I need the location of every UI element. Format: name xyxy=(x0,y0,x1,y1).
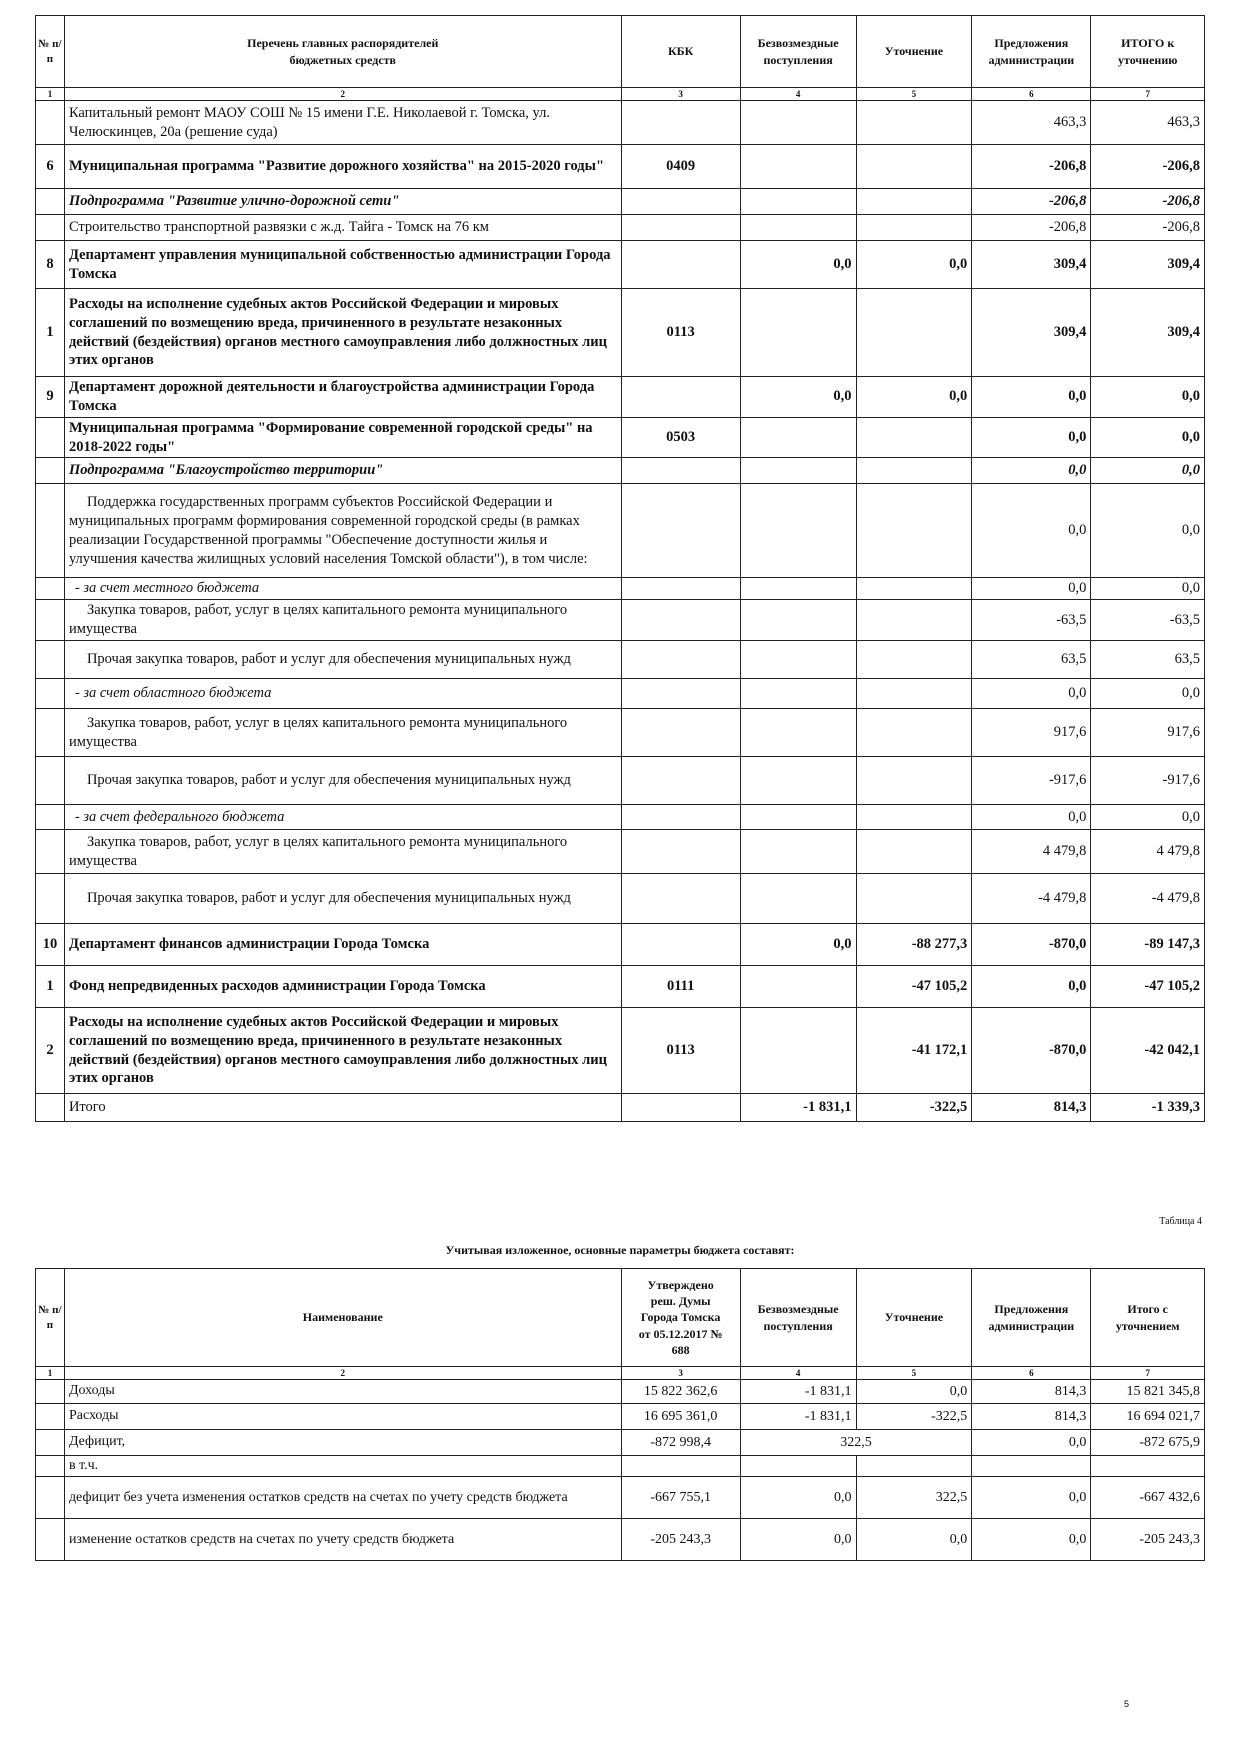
row-proposals: 814,3 xyxy=(972,1380,1091,1404)
row-kbk: 0409 xyxy=(621,145,740,189)
row-proposals: -870,0 xyxy=(972,924,1091,966)
table-row xyxy=(36,966,1205,1008)
table-row xyxy=(36,1477,1205,1519)
header-kbk: КБК xyxy=(621,16,740,88)
row-gratuitous-clarification-merged: 322,5 xyxy=(740,1430,972,1456)
row-kbk xyxy=(621,874,740,924)
row-gratuitous xyxy=(740,458,856,484)
column-index-row xyxy=(36,88,1205,101)
row-name: Строительство транспортной развязки с ж.д. Тайга - Томск на 76 км xyxy=(64,215,621,241)
row-number xyxy=(36,578,65,600)
table-body xyxy=(36,1380,1205,1561)
row-proposals: 0,0 xyxy=(972,966,1091,1008)
row-kbk xyxy=(621,924,740,966)
row-total: 309,4 xyxy=(1091,289,1205,377)
row-proposals: -206,8 xyxy=(972,189,1091,215)
row-gratuitous: 0,0 xyxy=(740,377,856,418)
row-clarification xyxy=(856,757,972,805)
row-gratuitous xyxy=(740,145,856,189)
row-approved: 16 695 361,0 xyxy=(621,1404,740,1430)
row-proposals: 0,0 xyxy=(972,377,1091,418)
table-row xyxy=(36,241,1205,289)
table-caption: Таблица 4 xyxy=(1159,1216,1202,1227)
row-name: Поддержка государственных программ субъектов Российской Федерации и муниципальных программ формирования современной городской среды (в рамках реализации Государственной программы "Обеспечение доступности жилья и улучшения качества жилищных условий населения Томской области"), в том числе: xyxy=(64,484,621,578)
header-total: Итого с уточнением xyxy=(1091,1269,1205,1367)
header-name: Перечень главных распорядителей бюджетных средств xyxy=(64,16,621,88)
row-clarification xyxy=(856,874,972,924)
row-clarification: -322,5 xyxy=(856,1094,972,1122)
row-clarification: 0,0 xyxy=(856,1519,972,1561)
row-number xyxy=(36,417,65,458)
header-name: Наименование xyxy=(64,1269,621,1367)
row-name: изменение остатков средств на счетах по учету средств бюджета xyxy=(64,1519,621,1561)
row-total: 63,5 xyxy=(1091,641,1205,679)
header-proposals: Предложения администрации xyxy=(972,16,1091,88)
table-header-row xyxy=(36,16,1205,88)
row-number: 9 xyxy=(36,377,65,418)
row-proposals: 0,0 xyxy=(972,805,1091,830)
table-row xyxy=(36,417,1205,458)
row-name: Расходы на исполнение судебных актов Российской Федерации и мировых соглашений по возмещению вреда, причиненного в результате незаконных действий (бездействия) органов местного самоуправления либо должностных лиц этих органов xyxy=(64,1008,621,1094)
row-clarification xyxy=(856,417,972,458)
row-name: Департамент дорожной деятельности и благоустройства администрации Города Томска xyxy=(64,377,621,418)
row-approved: 15 822 362,6 xyxy=(621,1380,740,1404)
row-number xyxy=(36,215,65,241)
row-kbk xyxy=(621,578,740,600)
row-total: 16 694 021,7 xyxy=(1091,1404,1205,1430)
row-gratuitous xyxy=(740,966,856,1008)
row-clarification xyxy=(856,458,972,484)
col-index: 7 xyxy=(1091,88,1205,101)
row-total: -1 339,3 xyxy=(1091,1094,1205,1122)
row-kbk xyxy=(621,830,740,874)
row-gratuitous: 0,0 xyxy=(740,924,856,966)
row-proposals: 0,0 xyxy=(972,417,1091,458)
row-total: -206,8 xyxy=(1091,145,1205,189)
row-kbk xyxy=(621,805,740,830)
row-kbk xyxy=(621,189,740,215)
row-gratuitous: -1 831,1 xyxy=(740,1380,856,1404)
table-row xyxy=(36,215,1205,241)
row-gratuitous xyxy=(740,709,856,757)
row-kbk xyxy=(621,101,740,145)
row-kbk xyxy=(621,600,740,641)
row-clarification xyxy=(856,215,972,241)
row-gratuitous: 0,0 xyxy=(740,1477,856,1519)
row-proposals: 0,0 xyxy=(972,1430,1091,1456)
row-gratuitous xyxy=(740,874,856,924)
row-number xyxy=(36,1430,65,1456)
row-total: 309,4 xyxy=(1091,241,1205,289)
table-body xyxy=(36,101,1205,1122)
page-number: 5 xyxy=(1124,1699,1130,1709)
row-gratuitous xyxy=(740,600,856,641)
col-index: 4 xyxy=(740,1367,856,1380)
row-approved xyxy=(621,1456,740,1477)
row-gratuitous xyxy=(740,289,856,377)
row-clarification: 0,0 xyxy=(856,241,972,289)
row-gratuitous: 0,0 xyxy=(740,1519,856,1561)
col-index: 4 xyxy=(740,88,856,101)
row-total: 0,0 xyxy=(1091,578,1205,600)
row-name: Департамент финансов администрации Города Томска xyxy=(64,924,621,966)
row-name: дефицит без учета изменения остатков средств на счетах по учету средств бюджета xyxy=(64,1477,621,1519)
row-number xyxy=(36,679,65,709)
row-kbk: 0111 xyxy=(621,966,740,1008)
row-total: -89 147,3 xyxy=(1091,924,1205,966)
table-row xyxy=(36,289,1205,377)
table-row xyxy=(36,189,1205,215)
row-kbk xyxy=(621,1094,740,1122)
row-number xyxy=(36,1380,65,1404)
header-approved: Утверждено реш. Думы Города Томска от 05.12.2017 № 688 xyxy=(621,1269,740,1367)
row-total: -206,8 xyxy=(1091,215,1205,241)
row-proposals xyxy=(972,1456,1091,1477)
row-number xyxy=(36,458,65,484)
row-clarification: -47 105,2 xyxy=(856,966,972,1008)
row-total: 15 821 345,8 xyxy=(1091,1380,1205,1404)
row-total: -872 675,9 xyxy=(1091,1430,1205,1456)
row-kbk xyxy=(621,377,740,418)
row-number: 1 xyxy=(36,966,65,1008)
row-name: Капитальный ремонт МАОУ СОШ № 15 имени Г.Е. Николаевой г. Томска, ул. Челюскинцев, 20а (решение суда) xyxy=(64,101,621,145)
row-name: Подпрограмма "Развитие улично-дорожной сети" xyxy=(64,189,621,215)
header-clarification: Уточнение xyxy=(856,1269,972,1367)
header-gratuitous: Безвозмездные поступления xyxy=(740,1269,856,1367)
row-proposals: 0,0 xyxy=(972,484,1091,578)
row-approved: -205 243,3 xyxy=(621,1519,740,1561)
row-total xyxy=(1091,1456,1205,1477)
row-number xyxy=(36,600,65,641)
row-clarification: 322,5 xyxy=(856,1477,972,1519)
col-index: 2 xyxy=(64,1367,621,1380)
row-name: Закупка товаров, работ, услуг в целях капитального ремонта муниципального имущества xyxy=(64,709,621,757)
row-proposals: -206,8 xyxy=(972,215,1091,241)
col-index: 1 xyxy=(36,1367,65,1380)
row-number xyxy=(36,1477,65,1519)
row-clarification: 0,0 xyxy=(856,1380,972,1404)
row-name: Закупка товаров, работ, услуг в целях капитального ремонта муниципального имущества xyxy=(64,600,621,641)
row-proposals: 309,4 xyxy=(972,289,1091,377)
row-clarification xyxy=(856,189,972,215)
row-name: Муниципальная программа "Развитие дорожного хозяйства" на 2015-2020 годы" xyxy=(64,145,621,189)
row-number: 8 xyxy=(36,241,65,289)
row-total: 0,0 xyxy=(1091,377,1205,418)
row-gratuitous xyxy=(740,805,856,830)
row-name: Департамент управления муниципальной собственностью администрации Города Томска xyxy=(64,241,621,289)
row-kbk: 0113 xyxy=(621,1008,740,1094)
header-gratuitous: Безвозмездные поступления xyxy=(740,16,856,88)
row-total: -4 479,8 xyxy=(1091,874,1205,924)
row-kbk xyxy=(621,484,740,578)
col-index: 3 xyxy=(621,1367,740,1380)
table-row xyxy=(36,578,1205,600)
row-number xyxy=(36,874,65,924)
row-kbk xyxy=(621,641,740,679)
table-row xyxy=(36,1404,1205,1430)
row-proposals: 4 479,8 xyxy=(972,830,1091,874)
row-kbk xyxy=(621,757,740,805)
row-number xyxy=(36,189,65,215)
row-gratuitous xyxy=(740,189,856,215)
table-row xyxy=(36,874,1205,924)
row-number xyxy=(36,641,65,679)
row-clarification xyxy=(856,1456,972,1477)
row-name: Дефицит, xyxy=(64,1430,621,1456)
row-total: 463,3 xyxy=(1091,101,1205,145)
row-total: -47 105,2 xyxy=(1091,966,1205,1008)
table-header-row xyxy=(36,1269,1205,1367)
row-name: Расходы на исполнение судебных актов Российской Федерации и мировых соглашений по возмещению вреда, причиненного в результате незаконных действий (бездействия) органов местного самоуправления либо должностных лиц этих органов xyxy=(64,289,621,377)
table-row xyxy=(36,600,1205,641)
row-number xyxy=(36,757,65,805)
row-total: 0,0 xyxy=(1091,458,1205,484)
row-name: Закупка товаров, работ, услуг в целях капитального ремонта муниципального имущества xyxy=(64,830,621,874)
row-name: Фонд непредвиденных расходов администрации Города Томска xyxy=(64,966,621,1008)
row-name: в т.ч. xyxy=(64,1456,621,1477)
row-gratuitous xyxy=(740,757,856,805)
row-proposals: 0,0 xyxy=(972,578,1091,600)
row-total: 0,0 xyxy=(1091,805,1205,830)
header-clarification: Уточнение xyxy=(856,16,972,88)
row-proposals: 63,5 xyxy=(972,641,1091,679)
row-gratuitous xyxy=(740,1456,856,1477)
table-row xyxy=(36,709,1205,757)
table-row xyxy=(36,458,1205,484)
row-name: - за счет федерального бюджета xyxy=(64,805,621,830)
row-total: 917,6 xyxy=(1091,709,1205,757)
table-row xyxy=(36,830,1205,874)
row-proposals: 814,3 xyxy=(972,1094,1091,1122)
row-clarification xyxy=(856,145,972,189)
row-clarification xyxy=(856,709,972,757)
col-index: 3 xyxy=(621,88,740,101)
row-total: -42 042,1 xyxy=(1091,1008,1205,1094)
col-index: 1 xyxy=(36,88,65,101)
row-number xyxy=(36,101,65,145)
row-total: 4 479,8 xyxy=(1091,830,1205,874)
row-proposals: -4 479,8 xyxy=(972,874,1091,924)
row-clarification: -41 172,1 xyxy=(856,1008,972,1094)
row-kbk: 0503 xyxy=(621,417,740,458)
row-proposals: 0,0 xyxy=(972,458,1091,484)
row-number xyxy=(36,709,65,757)
col-index: 6 xyxy=(972,1367,1091,1380)
row-kbk xyxy=(621,241,740,289)
row-name: - за счет областного бюджета xyxy=(64,679,621,709)
table-row xyxy=(36,377,1205,418)
row-clarification: -322,5 xyxy=(856,1404,972,1430)
row-clarification xyxy=(856,484,972,578)
row-gratuitous xyxy=(740,641,856,679)
table-row xyxy=(36,1430,1205,1456)
row-gratuitous xyxy=(740,1008,856,1094)
row-gratuitous xyxy=(740,679,856,709)
table-row xyxy=(36,679,1205,709)
row-clarification xyxy=(856,679,972,709)
row-kbk xyxy=(621,679,740,709)
budget-parameters-table xyxy=(35,1268,1205,1561)
row-clarification xyxy=(856,101,972,145)
row-gratuitous: 0,0 xyxy=(740,241,856,289)
row-clarification xyxy=(856,600,972,641)
table-row xyxy=(36,1456,1205,1477)
row-gratuitous xyxy=(740,215,856,241)
row-clarification: 0,0 xyxy=(856,377,972,418)
table-row xyxy=(36,145,1205,189)
row-proposals: 917,6 xyxy=(972,709,1091,757)
row-gratuitous xyxy=(740,484,856,578)
row-name: Прочая закупка товаров, работ и услуг для обеспечения муниципальных нужд xyxy=(64,757,621,805)
col-index: 5 xyxy=(856,88,972,101)
row-proposals: 0,0 xyxy=(972,1519,1091,1561)
row-clarification xyxy=(856,641,972,679)
row-gratuitous xyxy=(740,101,856,145)
table-row xyxy=(36,1008,1205,1094)
row-total: -667 432,6 xyxy=(1091,1477,1205,1519)
row-name: Прочая закупка товаров, работ и услуг для обеспечения муниципальных нужд xyxy=(64,641,621,679)
row-number xyxy=(36,1519,65,1561)
row-proposals: 463,3 xyxy=(972,101,1091,145)
table-row xyxy=(36,484,1205,578)
row-total: -206,8 xyxy=(1091,189,1205,215)
row-name: - за счет местного бюджета xyxy=(64,578,621,600)
intro-text: Учитывая изложенное, основные параметры бюджета составят: xyxy=(445,1243,795,1257)
row-clarification xyxy=(856,289,972,377)
table-row xyxy=(36,641,1205,679)
row-total: 0,0 xyxy=(1091,679,1205,709)
table-row xyxy=(36,101,1205,145)
header-total: ИТОГО к уточнению xyxy=(1091,16,1205,88)
row-number xyxy=(36,805,65,830)
row-number xyxy=(36,484,65,578)
table-row xyxy=(36,1380,1205,1404)
row-kbk: 0113 xyxy=(621,289,740,377)
row-proposals: 814,3 xyxy=(972,1404,1091,1430)
row-approved: -872 998,4 xyxy=(621,1430,740,1456)
row-clarification xyxy=(856,830,972,874)
table-row xyxy=(36,1094,1205,1122)
col-index: 5 xyxy=(856,1367,972,1380)
row-proposals: -917,6 xyxy=(972,757,1091,805)
table-row xyxy=(36,757,1205,805)
row-gratuitous: -1 831,1 xyxy=(740,1094,856,1122)
col-index: 2 xyxy=(64,88,621,101)
row-proposals: 0,0 xyxy=(972,679,1091,709)
row-number xyxy=(36,1094,65,1122)
row-clarification xyxy=(856,578,972,600)
budget-allocation-table xyxy=(35,15,1205,1122)
header-no: № п/п xyxy=(36,1269,65,1367)
row-total: -205 243,3 xyxy=(1091,1519,1205,1561)
row-number: 2 xyxy=(36,1008,65,1094)
row-proposals: -63,5 xyxy=(972,600,1091,641)
table-row xyxy=(36,924,1205,966)
row-proposals: -870,0 xyxy=(972,1008,1091,1094)
col-index: 7 xyxy=(1091,1367,1205,1380)
row-number xyxy=(36,830,65,874)
row-kbk xyxy=(621,215,740,241)
row-proposals: -206,8 xyxy=(972,145,1091,189)
row-clarification xyxy=(856,805,972,830)
row-name: Доходы xyxy=(64,1380,621,1404)
row-total: -917,6 xyxy=(1091,757,1205,805)
row-name: Итого xyxy=(64,1094,621,1122)
row-gratuitous xyxy=(740,578,856,600)
row-number: 1 xyxy=(36,289,65,377)
row-name: Муниципальная программа "Формирование современной городской среды" на 2018-2022 годы" xyxy=(64,417,621,458)
row-number: 6 xyxy=(36,145,65,189)
row-clarification: -88 277,3 xyxy=(856,924,972,966)
row-kbk xyxy=(621,458,740,484)
header-proposals: Предложения администрации xyxy=(972,1269,1091,1367)
table-row xyxy=(36,805,1205,830)
row-number xyxy=(36,1404,65,1430)
row-name: Расходы xyxy=(64,1404,621,1430)
row-gratuitous: -1 831,1 xyxy=(740,1404,856,1430)
row-number: 10 xyxy=(36,924,65,966)
table-row xyxy=(36,1519,1205,1561)
row-approved: -667 755,1 xyxy=(621,1477,740,1519)
row-gratuitous xyxy=(740,417,856,458)
row-total: -63,5 xyxy=(1091,600,1205,641)
row-number xyxy=(36,1456,65,1477)
column-index-row xyxy=(36,1367,1205,1380)
row-proposals: 309,4 xyxy=(972,241,1091,289)
row-total: 0,0 xyxy=(1091,417,1205,458)
col-index: 6 xyxy=(972,88,1091,101)
row-kbk xyxy=(621,709,740,757)
row-gratuitous xyxy=(740,830,856,874)
row-total: 0,0 xyxy=(1091,484,1205,578)
header-no: № п/п xyxy=(36,16,65,88)
row-proposals: 0,0 xyxy=(972,1477,1091,1519)
row-name: Прочая закупка товаров, работ и услуг для обеспечения муниципальных нужд xyxy=(64,874,621,924)
row-name: Подпрограмма "Благоустройство территории" xyxy=(64,458,621,484)
